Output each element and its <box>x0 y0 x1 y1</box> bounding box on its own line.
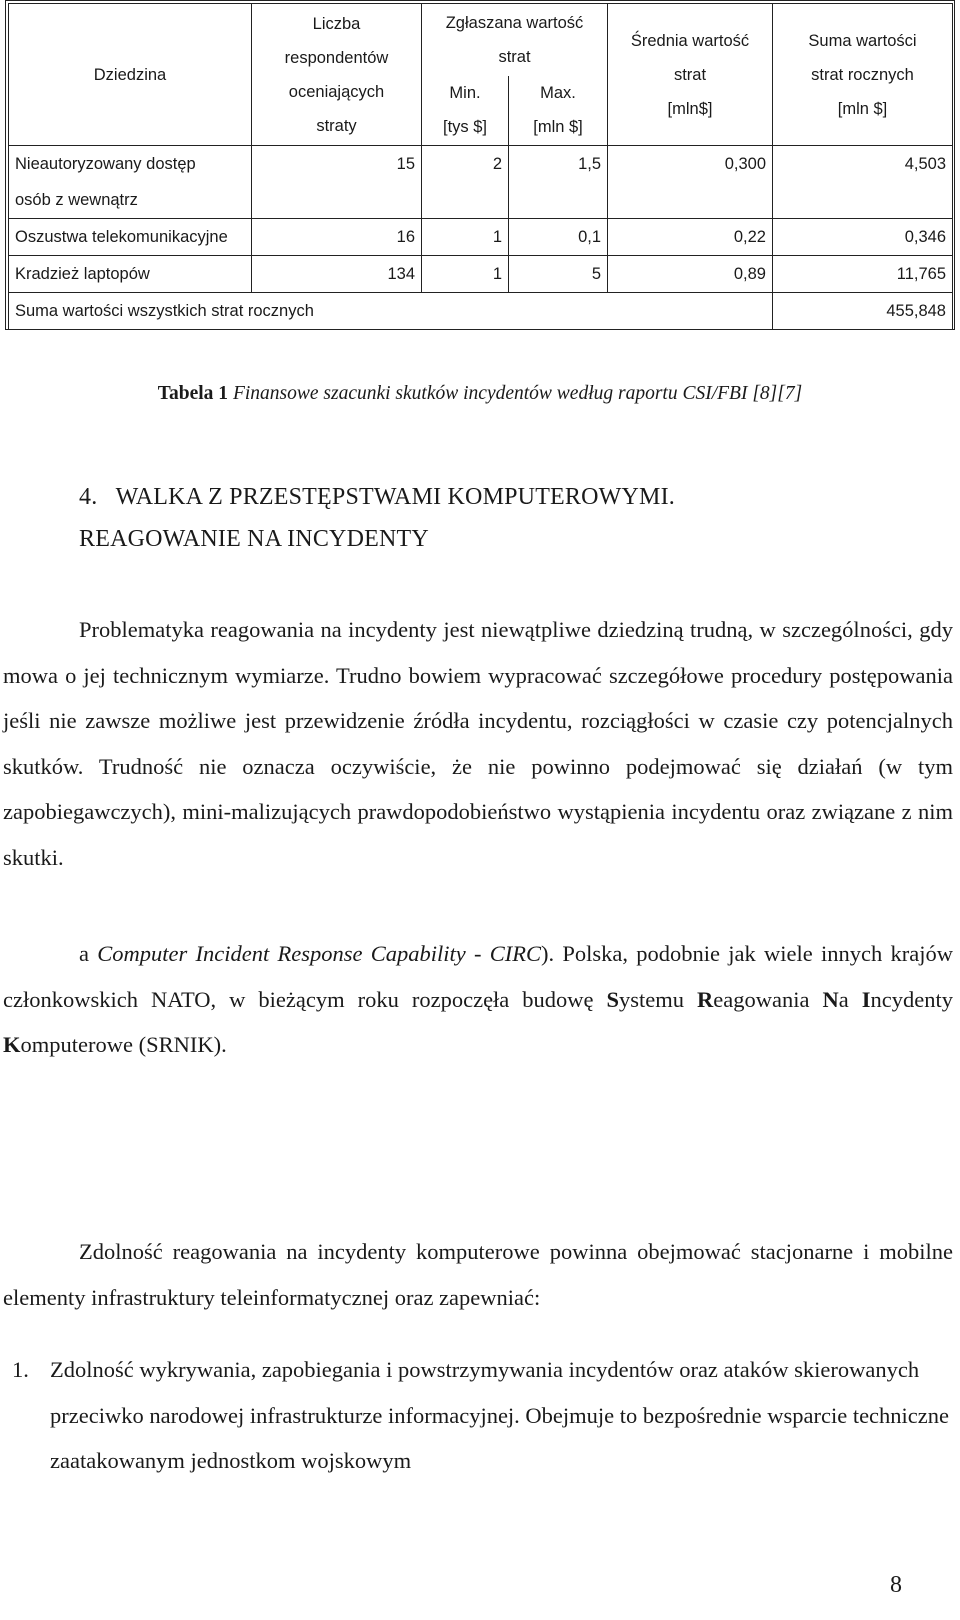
loss-table <box>5 0 955 330</box>
header-max: Max. [mln $] <box>509 76 608 146</box>
cell-average: 0,22 <box>608 219 773 256</box>
table-row <box>9 219 953 256</box>
heading-line-1: 4. WALKA Z PRZESTĘPSTWAMI KOMPUTEROWYMI. <box>79 484 675 510</box>
loss-table-grid <box>8 3 953 330</box>
header-respondents: Liczba respondentów oceniających straty <box>252 4 422 146</box>
cell-average: 0,89 <box>608 256 773 293</box>
cell-max: 1,5 <box>509 146 608 219</box>
table-row <box>9 146 953 219</box>
cell-min: 1 <box>422 256 509 293</box>
header-domain: Dziedzina <box>9 4 252 146</box>
paragraph-2: a Computer Incident Response Capability - CIRC). Polska, podobnie jak wiele innych krajów członkowskich NATO, w bieżącym roku rozpoczęła budowę Systemu Reagowania Na Incydenty Komputerowe (SRNIK). <box>3 941 953 1057</box>
table-row <box>9 256 953 293</box>
paragraph-3: Zdolność reagowania na incydenty komputerowe powinna obejmować stacjonarne i mobilne elementy infrastruktury teleinformatycznej oraz zapewniać: <box>3 1239 953 1310</box>
list-number: 1. <box>12 1357 29 1382</box>
cell-sum: 11,765 <box>773 256 953 293</box>
cell-respondents: 15 <box>252 146 422 219</box>
caption-text: Finansowe szacunki skutków incydentów według raportu CSI/FBI [8][7] <box>232 383 803 404</box>
header-sum: Suma wartości strat rocznych [mln $] <box>773 4 953 146</box>
cell-respondents: 16 <box>252 219 422 256</box>
cell-max: 0,1 <box>509 219 608 256</box>
list-text: Zdolność wykrywania, zapobiegania i powstrzymywania incydentów oraz ataków skierowanych przeciwko narodowej infrastrukturze informacyjnej. Obejmuje to bezpośrednie wsparcie techniczne zaatakowanym jednostkom wojskowym <box>50 1357 950 1473</box>
header-average: Średnia wartość strat [mln$] <box>608 4 773 146</box>
page-number: 8 <box>890 1572 902 1598</box>
paragraph-1: Problematyka reagowania na incydenty jest niewątpliwe dziedziną trudną, w szczególności, gdy mowa o jej technicznym wymiarze. Trudno bowiem wypracować szczegółowe procedury postępowania jeśli nie zawsze możliwe jest przewidzenie źródła incydentu, rozciągłości w czasie czy potencjalnych skutków. Trudność nie oznacza oczywiście, że nie powinno podejmować się działań (w tym zapobiegawczych), mini-malizujących prawdopodobieństwo wystąpienia incydentu oraz związane z nim skutki. <box>3 617 953 870</box>
cell-max: 5 <box>509 256 608 293</box>
table-caption <box>0 383 960 405</box>
cell-respondents: 134 <box>252 256 422 293</box>
heading-line-2: REAGOWANIE NA INCYDENTY <box>79 526 429 552</box>
section-heading <box>79 476 939 560</box>
total-label: Suma wartości wszystkich strat rocznych <box>9 293 773 330</box>
header-row <box>9 4 953 76</box>
header-min: Min. [tys $] <box>422 76 509 146</box>
cell-average: 0,300 <box>608 146 773 219</box>
row-label: Kradzież laptopów <box>9 256 252 293</box>
cell-sum: 0,346 <box>773 219 953 256</box>
table-total-row <box>9 293 953 330</box>
cell-min: 2 <box>422 146 509 219</box>
caption-label: Tabela 1 <box>157 383 229 404</box>
header-reported-value: Zgłaszana wartość strat <box>422 4 608 76</box>
cell-sum: 4,503 <box>773 146 953 219</box>
cell-min: 1 <box>422 219 509 256</box>
total-value: 455,848 <box>773 293 953 330</box>
row-label: Nieautoryzowany dostęp osób z wewnątrz <box>9 146 252 219</box>
row-label: Oszustwa telekomunikacyjne <box>9 219 252 256</box>
